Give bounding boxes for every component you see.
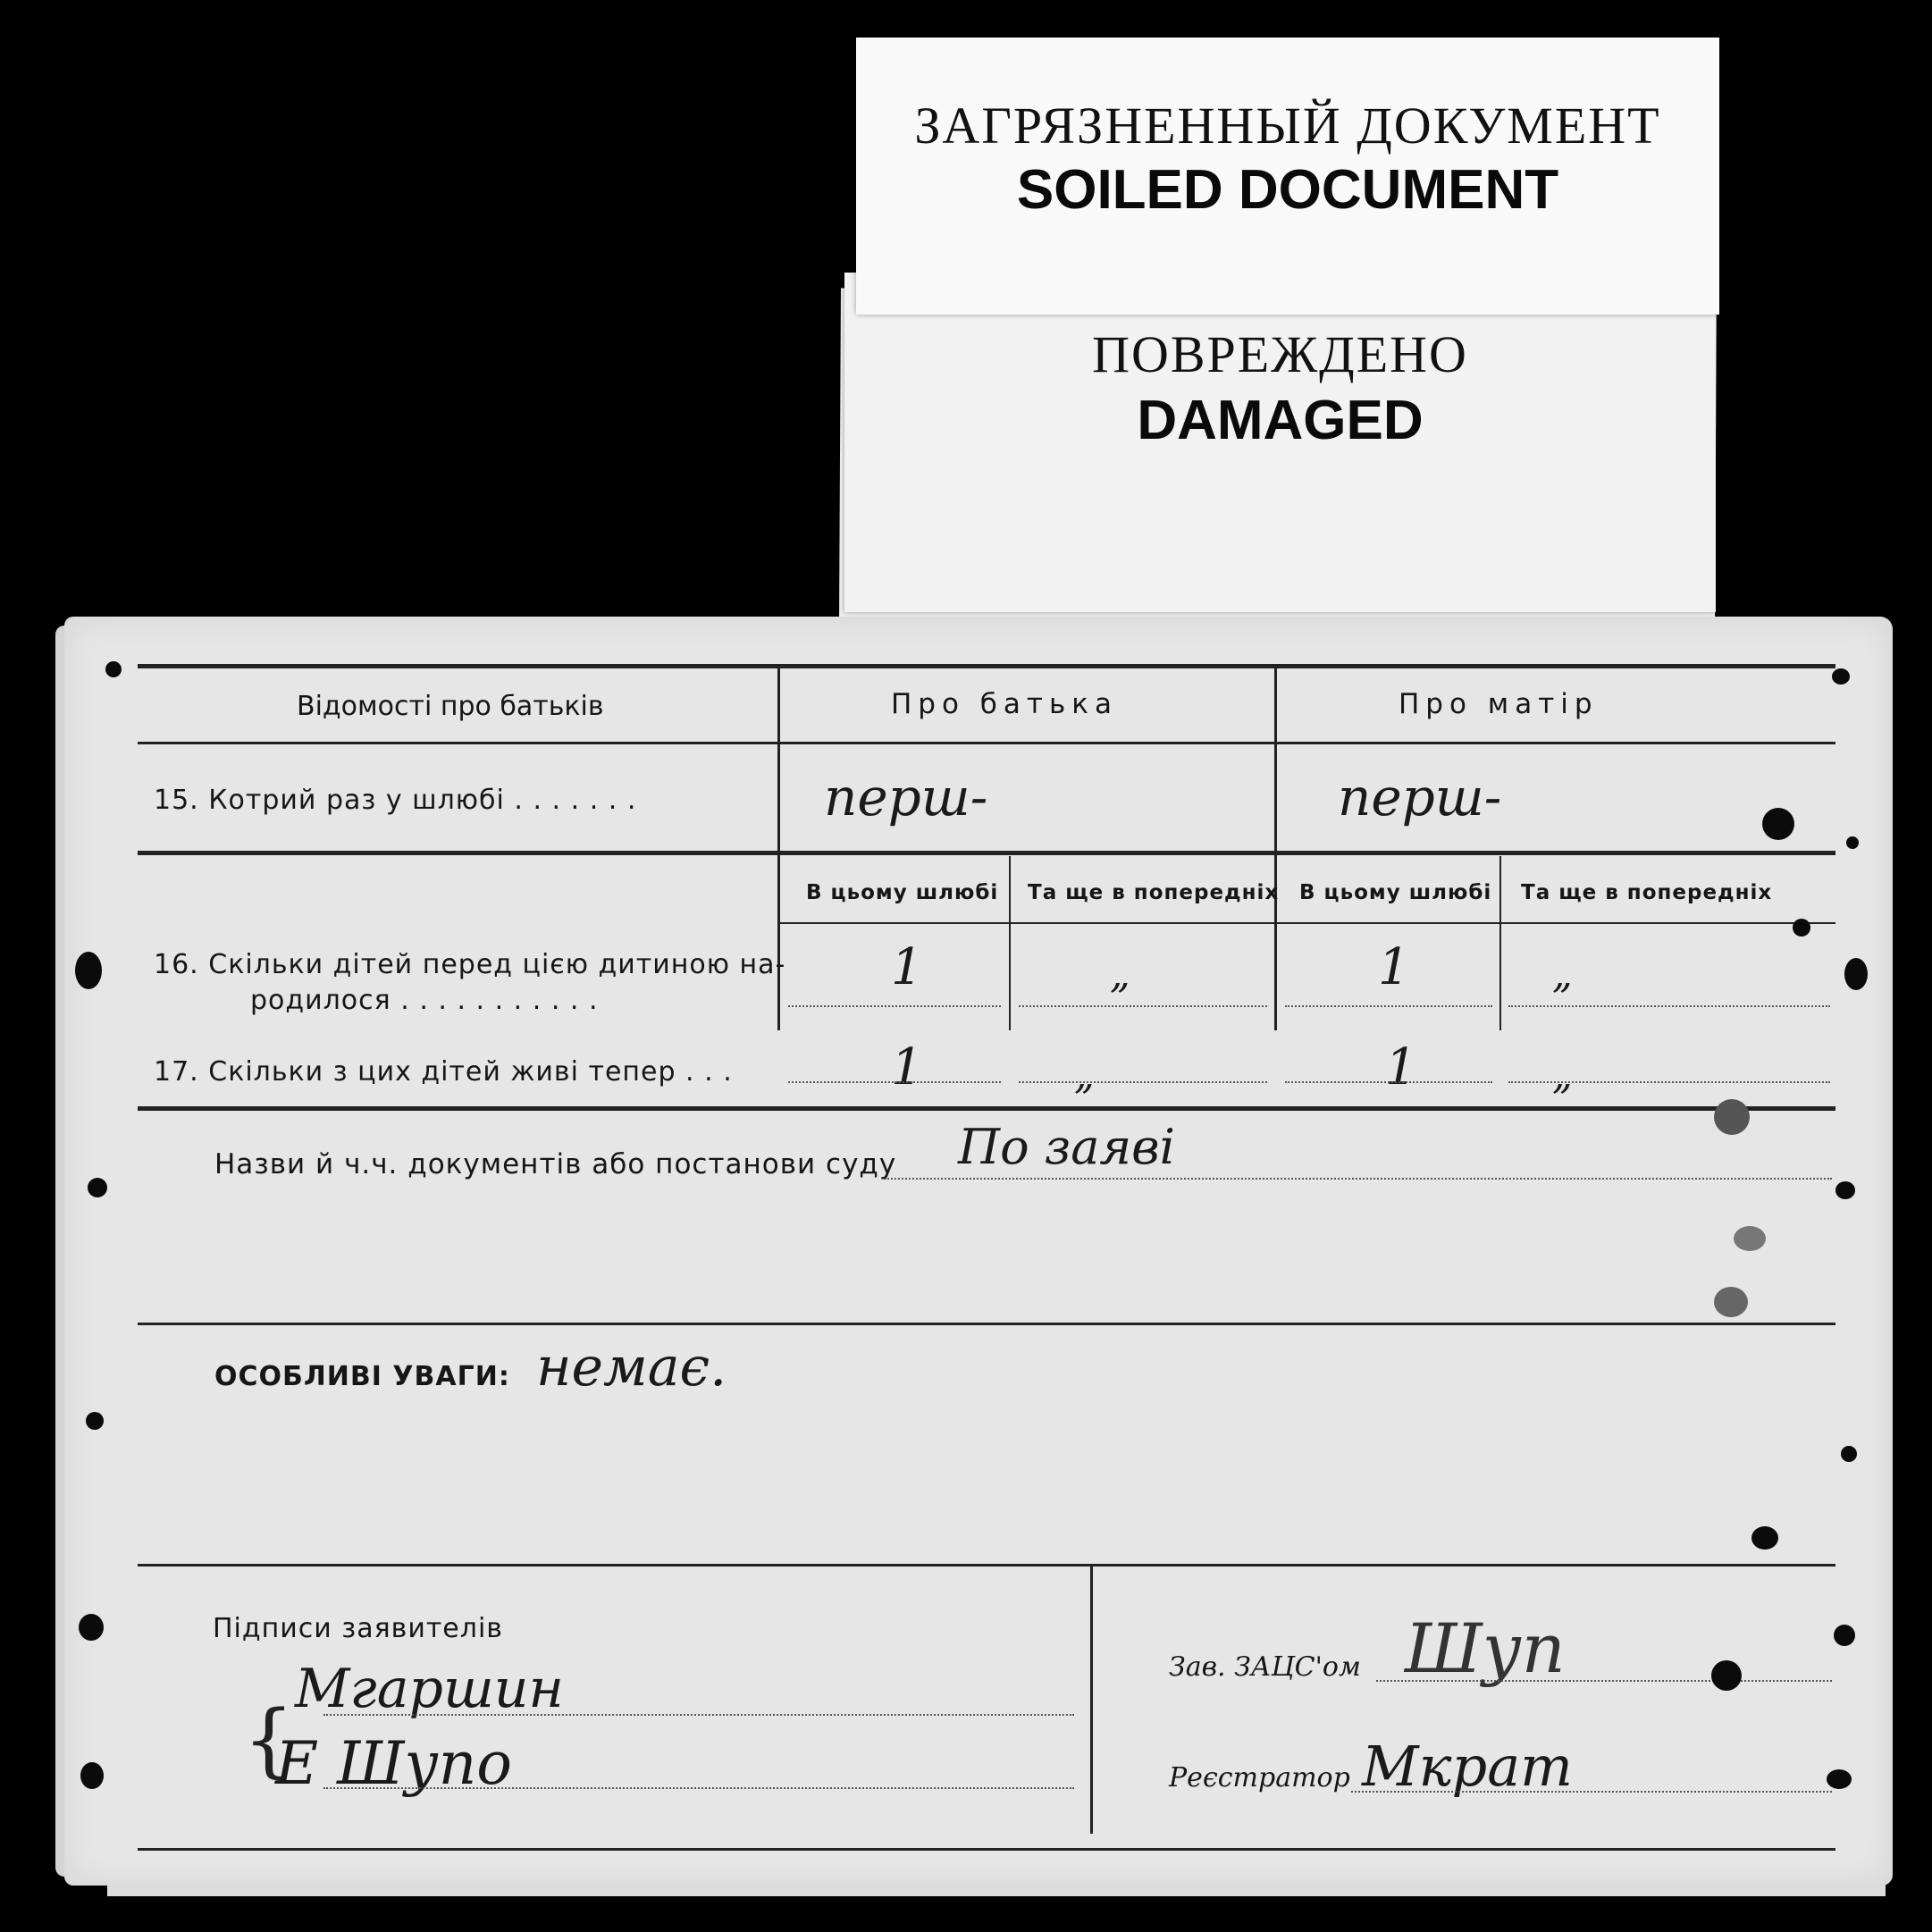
binding-hole xyxy=(79,1614,104,1641)
binding-hole xyxy=(1711,1660,1742,1691)
soiled-stamp-en: SOILED DOCUMENT xyxy=(1016,159,1559,221)
binding-hole xyxy=(1714,1287,1748,1317)
binding-hole xyxy=(86,1412,104,1430)
subcolumn-divider-mother xyxy=(1499,856,1501,1030)
row16-mother-this-line xyxy=(1285,1005,1492,1007)
row17-father-this: 1 xyxy=(891,1038,923,1096)
row17-father-prev-line xyxy=(1019,1081,1267,1083)
row15-father-value: перш- xyxy=(824,767,988,827)
notes-label: ОСОБЛИВІ УВАГИ: xyxy=(214,1361,510,1392)
binding-hole xyxy=(88,1178,107,1197)
row16-label-line2: родилося . . . . . . . . . . . xyxy=(250,985,599,1016)
binding-hole xyxy=(1844,958,1868,990)
damaged-stamp xyxy=(844,273,1716,612)
applicant1-signature: Мгаршин xyxy=(295,1658,564,1720)
notes-bottom-rule xyxy=(138,1564,1835,1567)
row17-mother-this-line xyxy=(1285,1081,1492,1083)
applicant2-line xyxy=(323,1787,1074,1789)
binding-hole xyxy=(1793,919,1810,937)
applicant2-signature: Е Шупо xyxy=(275,1729,512,1798)
row17-father-prev: „ xyxy=(1074,1053,1095,1098)
row17-mother-prev-line xyxy=(1508,1081,1830,1083)
binding-hole xyxy=(1827,1769,1852,1789)
row16-father-this: 1 xyxy=(891,938,923,996)
binding-hole xyxy=(1834,1625,1855,1646)
soiled-stamp xyxy=(856,38,1719,315)
subheader-father-previous: Та ще в попередніх xyxy=(1028,881,1280,904)
registrar-line xyxy=(1351,1791,1832,1793)
damaged-stamp-ru: ПОВРЕЖДЕНО xyxy=(1092,325,1468,383)
signature-divider xyxy=(1090,1566,1093,1834)
header-top-rule xyxy=(138,664,1835,668)
subheader-bottom-rule xyxy=(779,922,1835,924)
registration-form-card xyxy=(64,617,1893,1886)
header-about-mother: Про матір xyxy=(1399,688,1599,720)
row17-father-this-line xyxy=(788,1081,1001,1083)
row16-father-prev-line xyxy=(1019,1005,1267,1007)
applicants-signatures-label: Підписи заявителів xyxy=(213,1613,503,1644)
row15-bottom-rule xyxy=(138,851,1835,855)
row17-mother-this: 1 xyxy=(1385,1038,1417,1096)
registrar-signature: Мкрат xyxy=(1362,1734,1573,1799)
header-bottom-rule xyxy=(138,742,1835,744)
row16-father-prev: „ xyxy=(1110,952,1130,997)
applicants-brace: { xyxy=(243,1693,295,1787)
head-of-registry-line xyxy=(1376,1680,1832,1682)
binding-hole xyxy=(1734,1226,1766,1251)
form-bottom-rule xyxy=(138,1848,1835,1851)
subheader-mother-previous: Та ще в попередніх xyxy=(1521,881,1773,904)
row16-mother-this: 1 xyxy=(1378,938,1410,996)
subcolumn-divider-father xyxy=(1009,856,1011,1030)
head-of-registry-label: Зав. ЗАЦС'ом xyxy=(1169,1651,1361,1683)
binding-hole xyxy=(1762,808,1794,840)
row16-mother-prev: „ xyxy=(1552,952,1573,997)
head-of-registry-signature: Шуп xyxy=(1405,1609,1566,1688)
row15-label: 15. Котрий раз у шлюбі . . . . . . . xyxy=(154,785,637,816)
binding-hole xyxy=(1751,1526,1778,1550)
subheader-mother-this-marriage: В цьому шлюбі xyxy=(1299,881,1492,904)
applicant1-line xyxy=(323,1714,1074,1716)
documents-line xyxy=(885,1178,1832,1180)
documents-bottom-rule xyxy=(138,1323,1835,1325)
row16-mother-prev-line xyxy=(1508,1005,1830,1007)
row16-father-this-line xyxy=(788,1005,1001,1007)
documents-label: Назви й ч.ч. документів або постанови суду xyxy=(214,1148,897,1180)
soiled-stamp-ru: ЗАГРЯЗНЕННЫЙ ДОКУМЕНТ xyxy=(914,97,1661,155)
binding-hole xyxy=(1835,1181,1855,1199)
notes-value: немає. xyxy=(536,1336,727,1399)
row17-label: 17. Скільки з цих дітей живі тепер . . . xyxy=(154,1056,733,1088)
binding-hole xyxy=(1846,836,1859,849)
binding-hole xyxy=(1832,668,1850,685)
row17-mother-prev: „ xyxy=(1552,1053,1573,1098)
damaged-stamp-en: DAMAGED xyxy=(1137,390,1424,451)
subheader-father-this-marriage: В цьому шлюбі xyxy=(806,881,999,904)
documents-value: По заяві xyxy=(958,1119,1175,1175)
column-divider-mother xyxy=(1274,664,1277,1030)
header-parents-info: Відомості про батьків xyxy=(297,691,604,722)
registrar-label: Реєстратор xyxy=(1169,1762,1350,1793)
row17-bottom-rule xyxy=(138,1106,1835,1111)
binding-hole xyxy=(80,1762,104,1789)
header-about-father: Про батька xyxy=(891,688,1118,720)
binding-hole xyxy=(1841,1446,1857,1462)
binding-hole xyxy=(75,952,102,989)
binding-hole xyxy=(105,661,122,677)
row15-mother-value: перш- xyxy=(1338,767,1502,827)
binding-hole xyxy=(1714,1099,1750,1135)
row16-label-line1: 16. Скільки дітей перед цією дитиною на- xyxy=(154,949,786,980)
